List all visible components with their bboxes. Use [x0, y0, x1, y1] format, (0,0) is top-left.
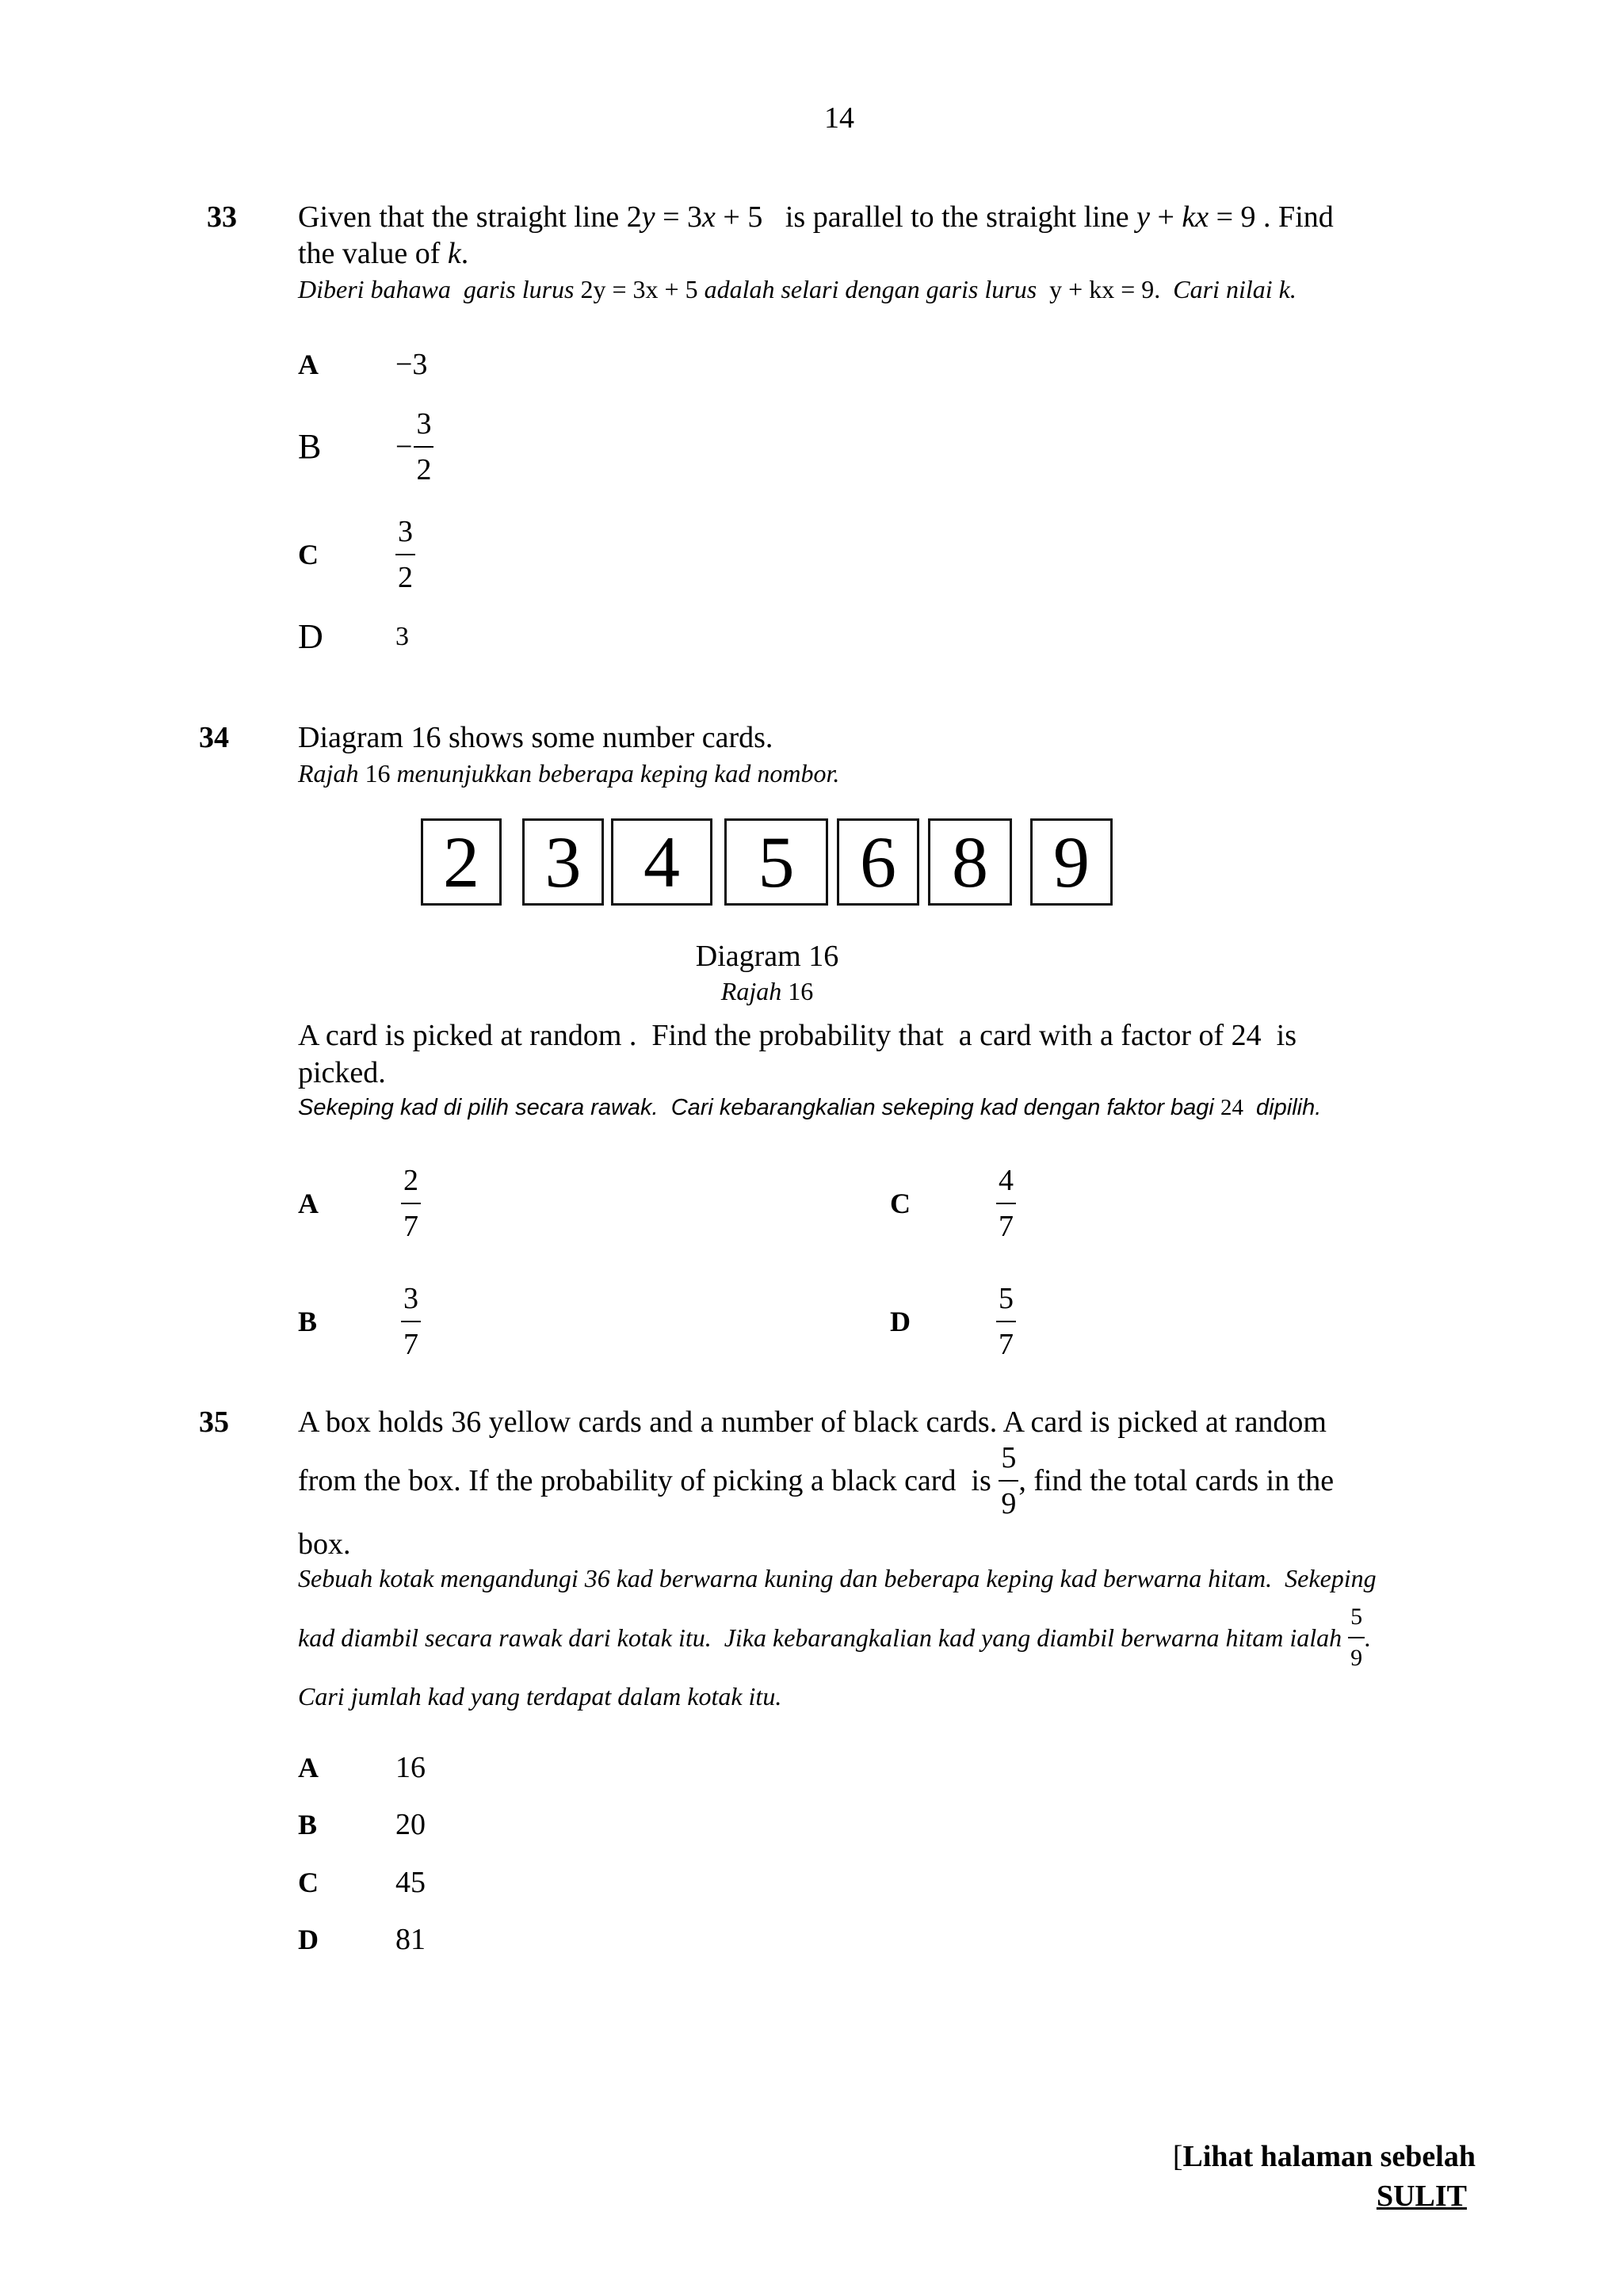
question-prompt-en-line-1: A card is picked at random . Find the probability that a card with a factor of 24 is [298, 1019, 1296, 1052]
option-d [298, 589, 409, 685]
math-expression: 2y = 3x + 5 [580, 275, 698, 303]
question-text-en-line-2 [298, 235, 468, 272]
fraction [996, 1276, 1016, 1367]
option-label: D [890, 1306, 911, 1337]
option-value: 20 [395, 1808, 426, 1841]
text-run: Rajah [720, 977, 782, 1005]
math-variable: x [702, 200, 716, 234]
fraction-denominator: 9 [1001, 1487, 1017, 1520]
next-page-text: Lihat halaman sebelah [1182, 2140, 1476, 2173]
text-run: . [460, 237, 469, 270]
text-run: , find the total cards in the [1018, 1464, 1335, 1497]
option-a [298, 1744, 426, 1791]
minus-sign: − [395, 430, 413, 463]
fraction [1348, 1597, 1365, 1678]
fraction-denominator: 7 [403, 1210, 418, 1243]
text-run: Diberi bahawa garis lurus [298, 275, 581, 303]
classification-label: SULIT [1376, 2180, 1467, 2213]
number-card: 8 [928, 818, 1012, 906]
question-number: 33 [207, 200, 237, 234]
number-card: 4 [611, 818, 712, 906]
fraction-numerator: 5 [1348, 1597, 1365, 1638]
option-label: B [298, 1809, 318, 1840]
option-value: 16 [395, 1751, 426, 1784]
option-label: D [298, 1924, 319, 1955]
option-label: B [298, 1306, 318, 1337]
text-run: from the box. If the probability of picking a black card is [298, 1464, 999, 1497]
math-expression: y + kx = 9. [1049, 275, 1161, 303]
page-number: 14 [824, 101, 854, 135]
text-run: Sekeping kad di pilih secara rawak. Cari kebarangkalian sekeping kad dengan faktor bagi [298, 1095, 1220, 1120]
fraction-numerator: 3 [395, 509, 415, 555]
fraction [414, 402, 433, 492]
question-text-ms [298, 758, 839, 788]
fraction [401, 1276, 421, 1367]
fraction-numerator: 3 [414, 402, 433, 448]
question-text-ms-line-3: Cari jumlah kad yang terdapat dalam kotak itu. [298, 1682, 782, 1711]
option-label: A [298, 1188, 319, 1219]
option-label: C [298, 539, 319, 570]
text-run: 16 [781, 977, 814, 1005]
text-run: menunjukkan beberapa keping kad nombor. [396, 759, 840, 788]
option-c [890, 1156, 1016, 1251]
fraction-denominator: 9 [1350, 1645, 1363, 1671]
option-label: D [298, 617, 323, 656]
question-text-ms-line-2 [298, 1597, 1371, 1678]
number-card: 9 [1030, 818, 1113, 906]
math-variable: y [641, 200, 655, 234]
option-a [298, 317, 427, 412]
fraction-denominator: 7 [999, 1210, 1014, 1243]
text-run: the value of [298, 237, 448, 270]
fraction [401, 1158, 421, 1249]
text-run: 16 [358, 759, 397, 788]
next-page-note [1173, 2138, 1476, 2175]
option-b [298, 1801, 426, 1848]
question-text-en-line-2 [298, 1436, 1334, 1526]
option-d [298, 1916, 426, 1963]
question-text-en-line-3: box. [298, 1527, 351, 1561]
number-card: 2 [421, 818, 502, 906]
option-value: 45 [395, 1866, 426, 1899]
text-run: dipilih. [1243, 1095, 1322, 1120]
math-variable: k [447, 237, 461, 270]
fraction-numerator: 5 [996, 1276, 1016, 1322]
option-value: −3 [395, 348, 428, 381]
fraction [996, 1158, 1016, 1249]
number-card: 3 [522, 818, 604, 906]
fraction-numerator: 5 [999, 1436, 1018, 1482]
diagram-caption-ms [609, 976, 926, 1006]
text-run: 24 [1220, 1095, 1243, 1120]
number-card: 5 [724, 818, 828, 906]
question-number: 35 [199, 1405, 229, 1439]
option-label: C [890, 1188, 911, 1219]
text-run: = 9 . Find [1209, 200, 1334, 234]
option-label: C [298, 1867, 319, 1898]
fraction-numerator: 2 [401, 1158, 421, 1204]
option-value: 3 [395, 622, 409, 651]
diagram-caption-en: Diagram 16 [695, 940, 839, 973]
question-text-ms-line-1: Sebuah kotak mengandungi 36 kad berwarna kuning dan beberapa keping kad berwarna hitam. Sekeping [298, 1564, 1377, 1592]
fraction-denominator: 7 [999, 1328, 1014, 1361]
option-b [298, 399, 433, 494]
fraction-numerator: 3 [401, 1276, 421, 1322]
text-run: Cari nilai k. [1160, 275, 1296, 303]
option-c [298, 1859, 426, 1906]
question-text-ms [298, 274, 1296, 304]
question-text-en: Diagram 16 shows some number cards. [298, 721, 773, 754]
bracket: [ [1172, 2140, 1183, 2173]
text-run: = 3 [655, 200, 703, 234]
fraction-denominator: 2 [398, 561, 413, 594]
fraction [999, 1436, 1018, 1526]
option-d [890, 1274, 1016, 1369]
question-prompt-en-line-2: picked. [298, 1056, 386, 1089]
option-a [298, 1156, 421, 1251]
question-number: 34 [199, 721, 229, 754]
text-run: + 5 is parallel to the straight line [715, 200, 1137, 234]
text-run: Given that the straight line 2 [298, 200, 642, 234]
text-run: Rajah [298, 759, 359, 788]
number-card: 6 [837, 818, 919, 906]
math-variable: kx [1182, 200, 1209, 234]
text-run: adalah selari dengan garis lurus [697, 275, 1050, 303]
text-run: + [1149, 200, 1182, 234]
fraction-denominator: 7 [403, 1328, 418, 1361]
fraction [395, 509, 415, 600]
fraction-numerator: 4 [996, 1158, 1016, 1204]
option-label: B [298, 427, 322, 466]
text-run: kad diambil secara rawak dari kotak itu. Jika kebarangkalian kad yang diambil berwarna hitam ialah [298, 1623, 1349, 1652]
option-c [298, 507, 415, 602]
fraction-denominator: 2 [416, 453, 432, 486]
text-run: . [1365, 1623, 1372, 1652]
option-label: A [298, 1752, 319, 1783]
question-prompt-ms [298, 1093, 1321, 1123]
option-b [298, 1274, 421, 1369]
question-text-en-line-1: A box holds 36 yellow cards and a number of black cards. A card is picked at random [298, 1405, 1327, 1439]
math-variable: y [1136, 200, 1150, 234]
option-label: A [298, 349, 319, 380]
option-value: 81 [395, 1923, 426, 1956]
question-text-en-line-1 [298, 199, 1334, 235]
